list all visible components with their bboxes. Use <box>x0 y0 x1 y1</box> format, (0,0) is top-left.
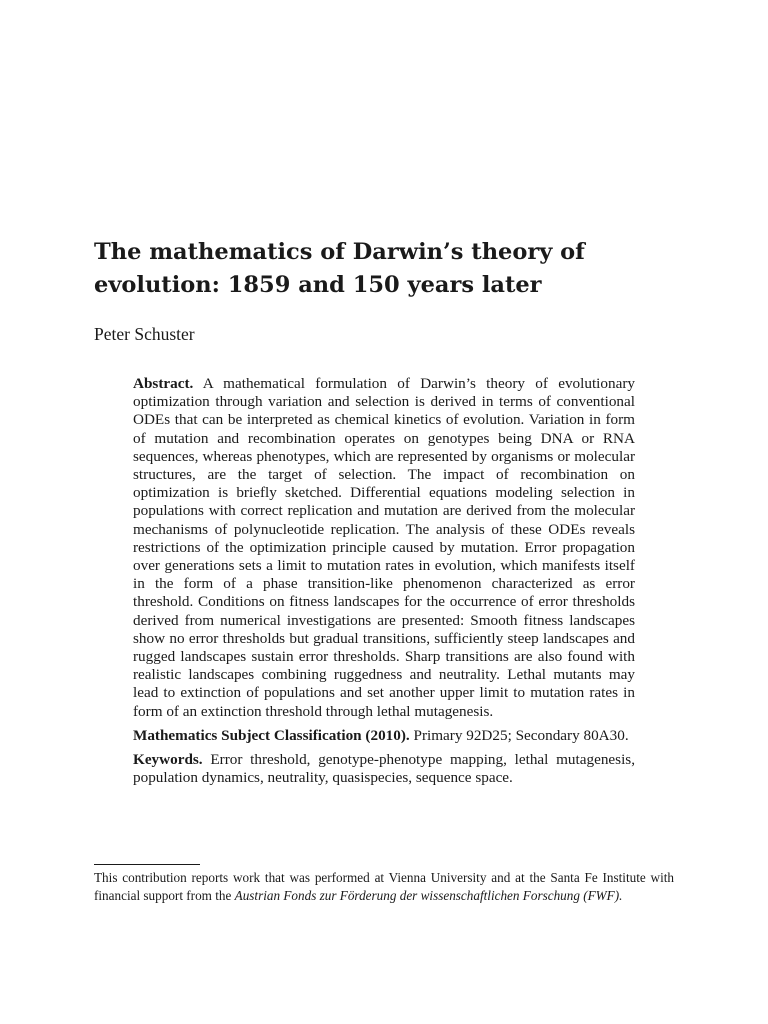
abstract-text: A mathematical formulation of Darwin’s theory of evolutionary optimization through variation and selection is derived in terms of conventional ODEs that can be interpreted as chemical kinetics of evolution. Variation in form of mutation and recombination operates on genotypes being DNA or RNA sequences, whereas phenotypes, which are represented by organisms or molecular structures, are the target of selection. The impact of recombination on optimization is briefly sketched. Differential equations modeling selection in populations with correct replication and mutation are derived from the molecular mechanisms of polynucleotide replication. The analysis of these ODEs reveals restrictions of the optimization principle caused by mutation. Error propagation over generations sets a limit to mutation rates in evolution, which manifests itself in the form of a phase transition-like phenomenon characterized as error threshold. Conditions on fitness landscapes for the occurrence of error thresholds derived from numerical investigations are presented: Smooth fitness landscapes show no error thresholds but gradual transitions, sufficiently steep landscapes and rugged landscapes sustain error thresholds. Sharp transitions are also found with realistic landscapes combining ruggedness and neutrality. Lethal mutants may lead to extinction of populations and set another upper limit to mutation rates in form of an extinction threshold through lethal mutagenesis. <box>133 375 635 720</box>
author-name: Peter Schuster <box>94 324 195 344</box>
footnote-text: This contribution reports work that was performed at Vienna University and at the Santa Fe Institute with financial support from the <box>94 870 674 903</box>
keywords-paragraph <box>133 751 635 787</box>
paper-title: The mathematics of Darwin’s theory of evolution: 1859 and 150 years later <box>94 239 585 298</box>
footnote-funder: Austrian Fonds zur Förderung der wissenschaftlichen Forschung (FWF). <box>234 887 623 903</box>
keywords-label: Keywords. <box>133 751 203 769</box>
footnote <box>94 869 674 904</box>
classification-label: Mathematics Subject Classification (2010). <box>133 726 410 744</box>
footnote-divider <box>94 864 200 865</box>
abstract-label: Abstract. <box>133 375 194 392</box>
keywords-text: Error threshold, genotype-phenotype mapping, lethal mutagenesis, population dynamics, neutrality, quasispecies, sequence space. <box>133 751 635 787</box>
abstract-paragraph <box>133 375 635 721</box>
abstract-section <box>133 375 635 793</box>
classification-text: Primary 92D25; Secondary 80A30. <box>413 726 629 744</box>
classification-paragraph <box>133 727 635 745</box>
